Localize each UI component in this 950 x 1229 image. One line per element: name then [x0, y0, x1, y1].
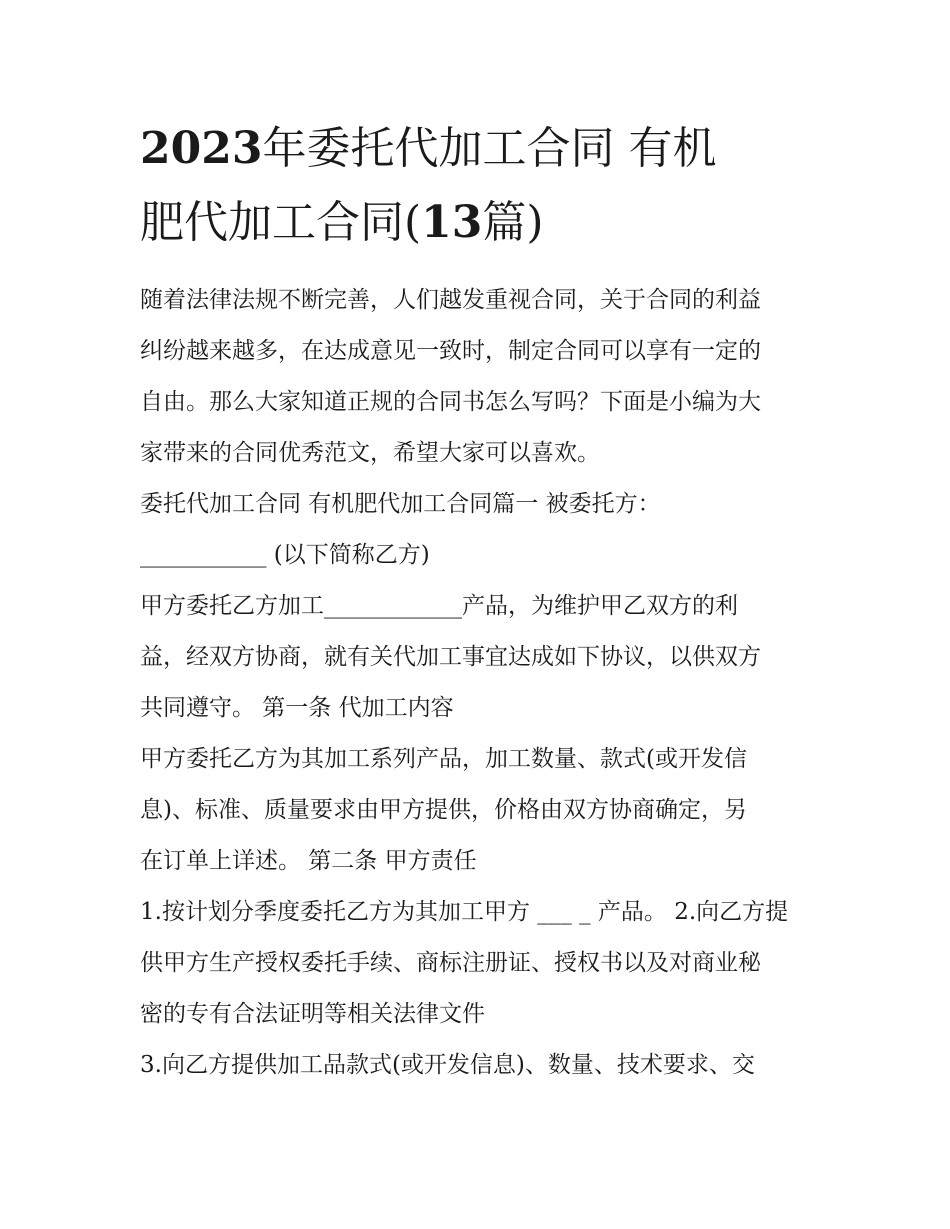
body-line: 自由。那么大家知道正规的合同书怎么写吗？下面是小编为大	[140, 389, 761, 415]
body-line: 息)、标准、质量要求由甲方提供，价格由双方协商确定，另	[140, 797, 747, 823]
body-line: 随着法律法规不断完善，人们越发重视合同，关于合同的利益	[140, 287, 761, 313]
body-line: 密的专有合法证明等相关法律文件	[140, 1001, 485, 1027]
title-line2-end: 篇)	[482, 197, 544, 248]
title-line2-text: 肥代加工合同(	[140, 197, 422, 248]
body-line: 供甲方生产授权委托手续、商标注册证、授权书以及对商业秘	[140, 950, 761, 976]
body-line: 在订单上详述。 第二条 甲方责任	[140, 848, 477, 874]
body-line: 纠纷越来越多，在达成意见一致时，制定合同可以享有一定的	[140, 338, 761, 364]
body-line: 1.按计划分季度委托乙方为其加工甲方 ___ _ 产品。 2.向乙方提	[140, 899, 789, 925]
body-line: 甲方委托乙方为其加工系列产品，加工数量、款式(或开发信	[140, 746, 747, 772]
title-year: 2023	[140, 123, 263, 174]
title-line1-text: 年委托代加工合同 有机	[262, 123, 717, 174]
document-title	[140, 112, 820, 260]
body-line: 家带来的合同优秀范文，希望大家可以喜欢。	[140, 440, 600, 466]
body-line: 益，经双方协商，就有关代加工事宜达成如下协议，以供双方	[140, 644, 761, 670]
body-line: 共同遵守。 第一条 代加工内容	[140, 695, 454, 721]
body-line: 3.向乙方提供加工品款式(或开发信息)、数量、技术要求、交	[140, 1052, 755, 1078]
body-line: ___________ (以下简称乙方)	[140, 542, 430, 568]
body-line: 甲方委托乙方加工____________产品，为维护甲乙双方的利	[140, 593, 738, 619]
title-count: 13	[421, 197, 483, 248]
body-line: 委托代加工合同 有机肥代加工合同篇一 被委托方：	[140, 491, 661, 517]
